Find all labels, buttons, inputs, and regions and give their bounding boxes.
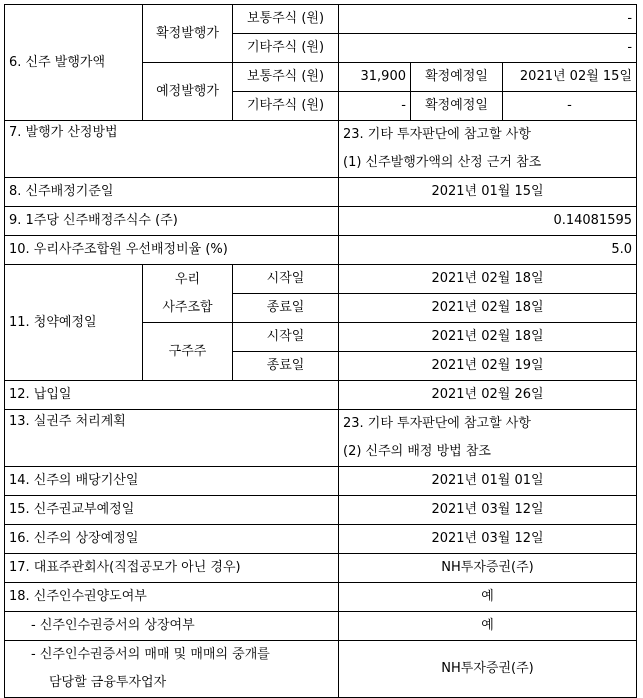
row-label-line-2: 담당할 금융투자업자 xyxy=(49,675,167,690)
row-value: 2021년 01월 15일 xyxy=(339,178,637,207)
start-date-label: 시작일 xyxy=(233,265,339,294)
table-row xyxy=(5,410,637,467)
common-stock-label: 보통주식 (원) xyxy=(233,5,339,34)
esop-end-date: 2021년 02월 18일 xyxy=(339,294,637,323)
row-label: 18. 신주인수권양도여부 xyxy=(5,583,339,612)
table-row xyxy=(5,583,637,612)
row-label: 9. 1주당 신주배정주식수 (주) xyxy=(5,207,339,236)
row-label: - 신주인수권증서의 상장여부 xyxy=(5,612,339,641)
row-label: 10. 우리사주조합원 우선배정비율 (%) xyxy=(5,236,339,265)
confirm-date-other: - xyxy=(503,92,637,121)
row-value xyxy=(339,121,637,178)
reference-line-1: 23. 기타 투자판단에 참고할 사항 xyxy=(343,127,531,142)
table-row xyxy=(5,525,637,554)
table-row xyxy=(5,178,637,207)
row-value: 예 xyxy=(339,612,637,641)
row-label: 11. 청약예정일 xyxy=(5,265,143,381)
row-label: 8. 신주배정기준일 xyxy=(5,178,339,207)
confirmed-common-value: - xyxy=(339,5,637,34)
planned-price-label: 예정발행가 xyxy=(143,63,233,121)
confirm-date-label: 확정예정일 xyxy=(411,63,503,92)
table-row xyxy=(5,467,637,496)
row-value: NH투자증권(주) xyxy=(339,641,637,698)
existing-shareholders-label: 구주주 xyxy=(143,323,233,381)
row-label: 15. 신주권교부예정일 xyxy=(5,496,339,525)
row-value: 2021년 03월 12일 xyxy=(339,496,637,525)
table-row xyxy=(5,554,637,583)
row-label: 7. 발행가 산정방법 xyxy=(5,121,339,178)
planned-other-value: - xyxy=(339,92,411,121)
esop-start-date: 2021년 02월 18일 xyxy=(339,265,637,294)
row-value: 예 xyxy=(339,583,637,612)
row-value: 2021년 01월 01일 xyxy=(339,467,637,496)
planned-common-value: 31,900 xyxy=(339,63,411,92)
row-value: 5.0 xyxy=(339,236,637,265)
table-row xyxy=(5,612,637,641)
row-label: 14. 신주의 배당기산일 xyxy=(5,467,339,496)
end-date-label: 종료일 xyxy=(233,352,339,381)
other-stock-label: 기타주식 (원) xyxy=(233,34,339,63)
confirm-date-label: 확정예정일 xyxy=(411,92,503,121)
row-value: 2021년 02월 26일 xyxy=(339,381,637,410)
row-label-line-1: - 신주인수권증서의 매매 및 매매의 중개를 xyxy=(31,647,270,662)
table-row xyxy=(5,381,637,410)
rights-offering-table xyxy=(4,4,637,698)
reference-line-2: (1) 신주발행가액의 산정 근거 참조 xyxy=(343,155,542,170)
row-label: 17. 대표주관회사(직접공모가 아닌 경우) xyxy=(5,554,339,583)
common-stock-label: 보통주식 (원) xyxy=(233,63,339,92)
table-row xyxy=(5,5,637,34)
esop-label-line-2: 사주조합 xyxy=(162,299,213,315)
table-row xyxy=(5,207,637,236)
table-row xyxy=(5,496,637,525)
existing-end-date: 2021년 02월 19일 xyxy=(339,352,637,381)
reference-line-1: 23. 기타 투자판단에 참고할 사항 xyxy=(343,416,531,431)
other-stock-label: 기타주식 (원) xyxy=(233,92,339,121)
row-label: 13. 실권주 처리계획 xyxy=(5,410,339,467)
esop-label xyxy=(143,265,233,323)
row-label xyxy=(5,641,339,698)
confirmed-price-label: 확정발행가 xyxy=(143,5,233,63)
table-row xyxy=(5,236,637,265)
row-value: 0.14081595 xyxy=(339,207,637,236)
row-label: 12. 납입일 xyxy=(5,381,339,410)
row-value xyxy=(339,410,637,467)
row-label: 16. 신주의 상장예정일 xyxy=(5,525,339,554)
row-label: 6. 신주 발행가액 xyxy=(5,5,143,121)
document-container xyxy=(4,4,637,698)
end-date-label: 종료일 xyxy=(233,294,339,323)
table-row xyxy=(5,121,637,178)
confirm-date-common: 2021년 02월 15일 xyxy=(503,63,637,92)
row-value: NH투자증권(주) xyxy=(339,554,637,583)
start-date-label: 시작일 xyxy=(233,323,339,352)
esop-label-line-1: 우리 xyxy=(174,271,201,287)
confirmed-other-value: - xyxy=(339,34,637,63)
reference-line-2: (2) 신주의 배정 방법 참조 xyxy=(343,444,491,459)
existing-start-date: 2021년 02월 18일 xyxy=(339,323,637,352)
table-row xyxy=(5,641,637,698)
table-row xyxy=(5,265,637,294)
row-value: 2021년 03월 12일 xyxy=(339,525,637,554)
